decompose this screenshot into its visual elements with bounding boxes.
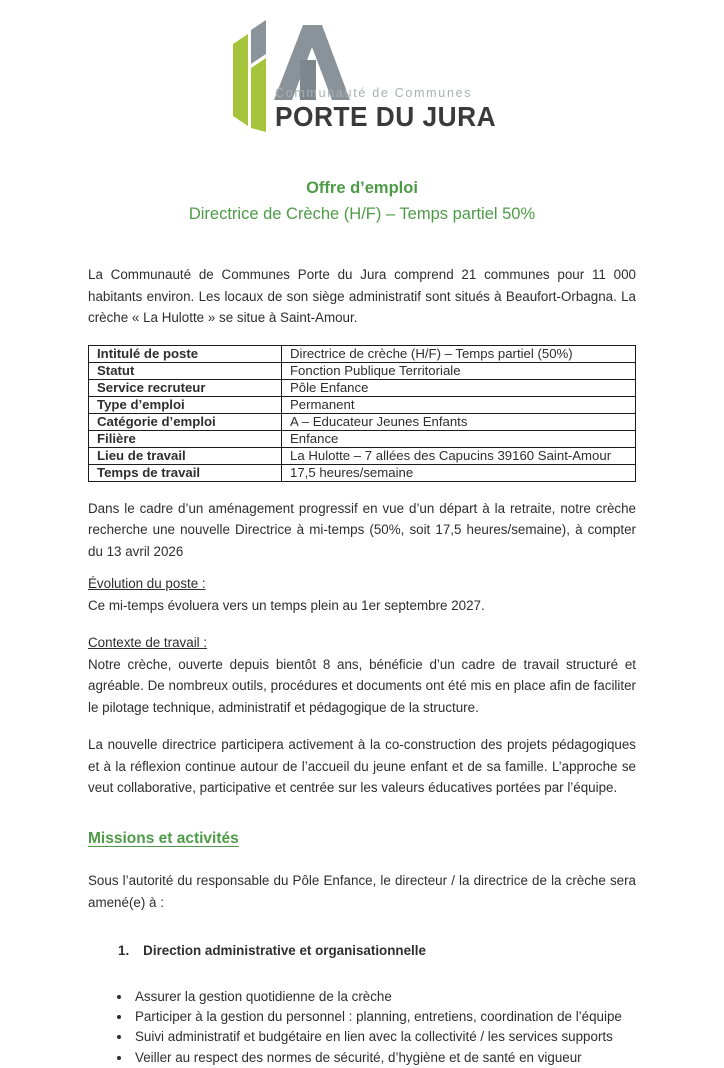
row-label: Service recruteur bbox=[89, 379, 282, 396]
evolution-section bbox=[88, 573, 636, 616]
row-value: Enfance bbox=[282, 430, 636, 447]
mission-item-1 bbox=[88, 940, 636, 962]
table-row bbox=[89, 430, 636, 447]
job-summary-table bbox=[88, 345, 636, 482]
row-value: Pôle Enfance bbox=[282, 379, 636, 396]
org-name: PORTE DU JURA bbox=[275, 101, 496, 133]
job-offer-title-block bbox=[0, 176, 724, 227]
table-row bbox=[89, 464, 636, 481]
intro-paragraph: La Communauté de Communes Porte du Jura comprend 21 communes pour 11 000 habitants environ. Les locaux de son siège administratif sont situés à Beaufort-Orbagna. La crèche « La Hulotte » se situe à Saint-Amour. bbox=[88, 264, 636, 329]
document-body bbox=[88, 264, 636, 1068]
row-value: A – Educateur Jeunes Enfants bbox=[282, 413, 636, 430]
org-logo-text bbox=[275, 86, 510, 133]
mission-bullet-list bbox=[88, 987, 636, 1068]
mission-item-title: Direction administrative et organisationnelle bbox=[143, 940, 426, 962]
mission-item-number: 1. bbox=[118, 940, 129, 962]
row-label: Catégorie d’emploi bbox=[89, 413, 282, 430]
row-label: Temps de travail bbox=[89, 464, 282, 481]
org-subtitle: Communauté de Communes bbox=[275, 86, 510, 100]
contexte-section bbox=[88, 632, 636, 718]
row-label: Intitulé de poste bbox=[89, 345, 282, 362]
table-row bbox=[89, 447, 636, 464]
row-value: Permanent bbox=[282, 396, 636, 413]
row-label: Statut bbox=[89, 362, 282, 379]
list-item: • Veiller au respect des normes de sécurité, d’hygiène et de santé en vigueur bbox=[132, 1048, 636, 1068]
list-item: • Suivi administratif et budgétaire en lien avec la collectivité / les services supports bbox=[132, 1027, 636, 1047]
evolution-label: Évolution du poste : bbox=[88, 576, 206, 591]
row-label: Filière bbox=[89, 430, 282, 447]
row-value: La Hulotte – 7 allées des Capucins 39160 Saint-Amour bbox=[282, 447, 636, 464]
job-offer-title: Offre d’emploi bbox=[0, 176, 724, 201]
row-label: Lieu de travail bbox=[89, 447, 282, 464]
contexte-paragraph-2: La nouvelle directrice participera activement à la co-construction des projets pédagogiques et à la réflexion continue autour de l’accueil du jeune enfant et de sa famille. L’approche se veut collaborative, participative et centrée sur les valeurs éducatives portées par l’équipe. bbox=[88, 734, 636, 799]
contexte-body: Notre crèche, ouverte depuis bientôt 8 ans, bénéficie d’un cadre de travail structuré et agréable. De nombreux outils, procédures et documents ont été mis en place afin de faciliter le pilotage technique, administratif et pédagogique de la structure. bbox=[88, 657, 636, 715]
org-logo bbox=[225, 14, 499, 136]
retirement-paragraph: Dans le cadre d’un aménagement progressif en vue d’un départ à la retraite, notre crèche recherche une nouvelle Directrice à mi-temps (50%, soit 17,5 heures/semaine), à compter du 13 avril 2026 bbox=[88, 498, 636, 563]
table-row bbox=[89, 345, 636, 362]
contexte-label: Contexte de travail : bbox=[88, 635, 207, 650]
evolution-body: Ce mi-temps évoluera vers un temps plein au 1er septembre 2027. bbox=[88, 598, 485, 613]
table-row bbox=[89, 396, 636, 413]
list-item: • Assurer la gestion quotidienne de la crèche bbox=[132, 987, 636, 1007]
missions-intro: Sous l’autorité du responsable du Pôle Enfance, le directeur / la directrice de la crèche sera amené(e) à : bbox=[88, 870, 636, 913]
job-offer-subtitle: Directrice de Crèche (H/F) – Temps partiel 50% bbox=[0, 202, 724, 227]
table-row bbox=[89, 362, 636, 379]
list-item: • Participer à la gestion du personnel : planning, entretiens, coordination de l’équipe bbox=[132, 1007, 636, 1027]
document-page bbox=[0, 14, 724, 1038]
row-value: Fonction Publique Territoriale bbox=[282, 362, 636, 379]
row-value: Directrice de crèche (H/F) – Temps partiel (50%) bbox=[282, 345, 636, 362]
table-row bbox=[89, 413, 636, 430]
table-row bbox=[89, 379, 636, 396]
missions-heading: Missions et activités bbox=[88, 828, 636, 850]
row-label: Type d’emploi bbox=[89, 396, 282, 413]
row-value: 17,5 heures/semaine bbox=[282, 464, 636, 481]
